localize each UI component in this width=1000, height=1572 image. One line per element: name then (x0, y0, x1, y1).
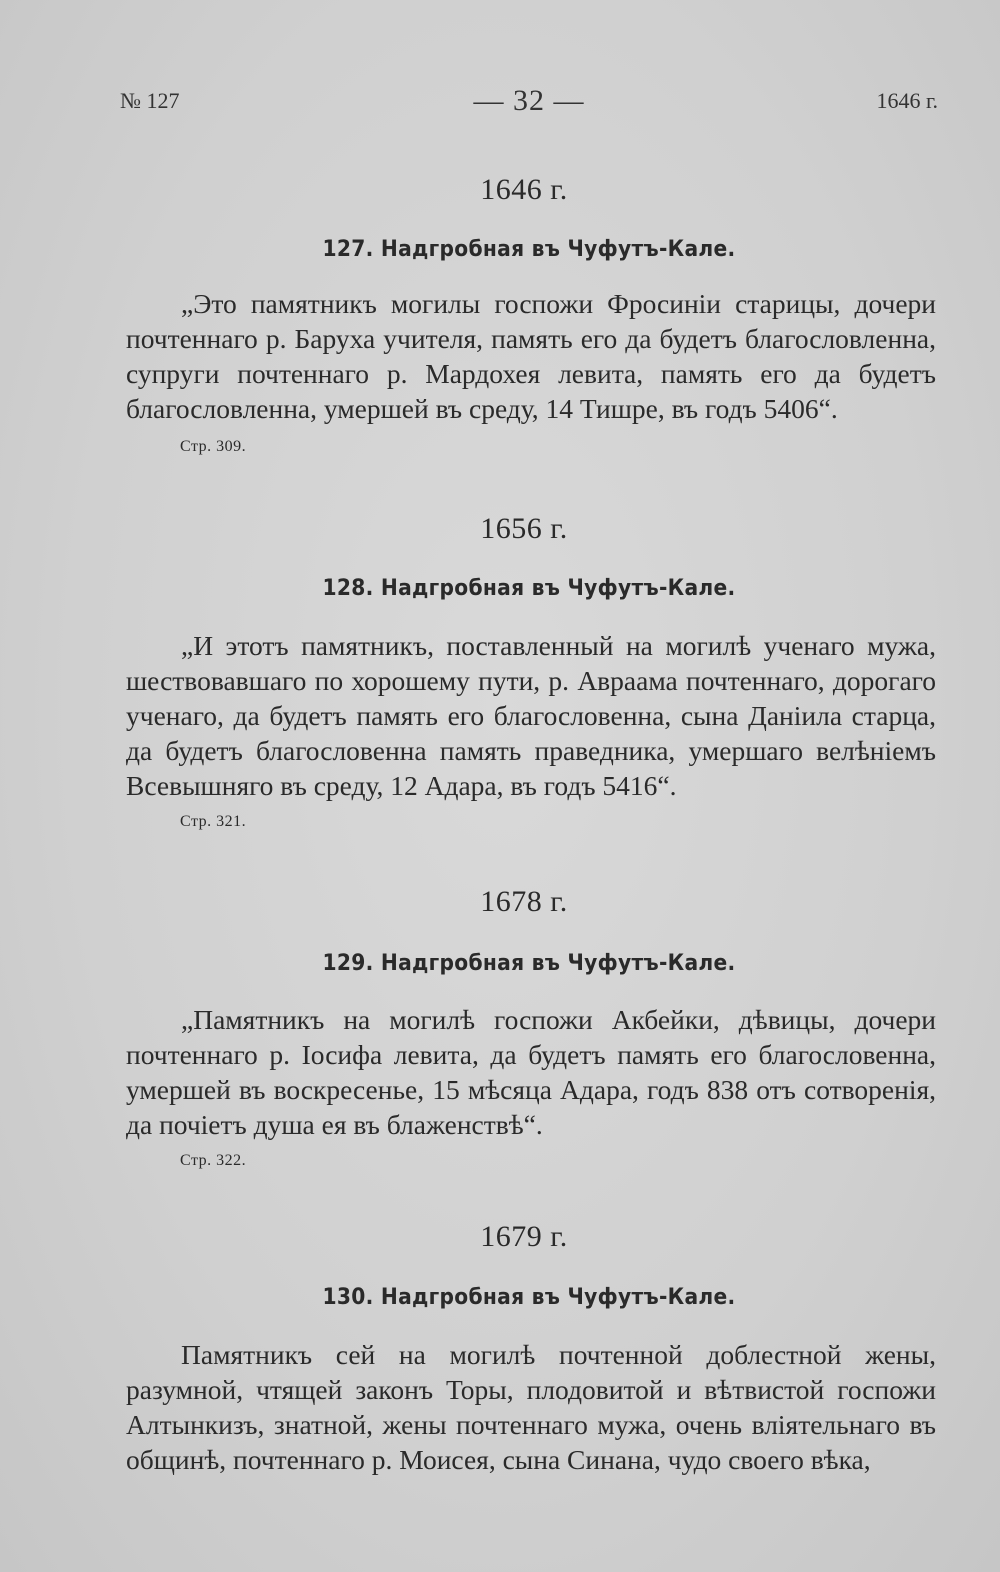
document-number: № 127 (120, 88, 180, 113)
entry-heading (42, 1285, 1000, 1310)
entry-source: Стр. 322. (180, 1152, 247, 1169)
entry-heading (42, 237, 1000, 262)
entry-number: 127. (322, 237, 374, 262)
entry-title: Надгробная въ Чуфутъ-Кале. (380, 951, 736, 976)
entry-year: 1678 г. (480, 885, 568, 918)
entry-source: Стр. 321. (180, 813, 247, 830)
entry-text: Памятникъ сей на могилѣ почтенной доблестной жены, разумной, чтящей законъ Торы, плодовитой и вѣтвистой госпожи Алтынкизъ, знатной, жены почтеннаго мужа, очень вліятельнаго въ общинѣ, почтеннаго р. Моисея, сына Синана, чудо своего вѣка, (126, 1339, 936, 1475)
entry-year: 1679 г. (480, 1220, 568, 1253)
entry-number: 130. (322, 1285, 374, 1310)
entry-heading (42, 576, 1000, 601)
entry-text: „Памятникъ на могилѣ госпожи Акбейки, дѣвицы, дочери почтеннаго р. Іосифа левита, да будетъ память его благословенна, умершей въ воскресенье, 15 мѣсяца Адара, годъ 838 отъ сотворенія, да почіетъ душа ея въ блаженствѣ“. (126, 1004, 936, 1140)
entry-year: 1656 г. (480, 512, 568, 545)
entry-title: Надгробная въ Чуфутъ-Кале. (380, 1285, 736, 1310)
entry-year: 1646 г. (480, 173, 568, 206)
entry-number: 128. (322, 576, 374, 601)
entry-text: „Это памятникъ могилы госпожи Фросиніи старицы, дочери почтеннаго р. Баруха учителя, память его да будетъ благословленна, супруги почтеннаго р. Мардохея левита, память его да будетъ благословленна, умершей въ среду, 14 Тишре, въ годъ 5406“. (126, 288, 936, 424)
running-head (120, 84, 938, 122)
entry-heading (42, 951, 1000, 976)
header-year: 1646 г. (876, 88, 938, 113)
entry-title: Надгробная въ Чуфутъ-Кале. (380, 576, 736, 601)
entry-text: „И этотъ памятникъ, поставленный на могилѣ ученаго мужа, шествовавшаго по хорошему пути, р. Авраама почтеннаго, дорогаго ученаго, да будетъ память его благословенна, сына Даніила старца, да будетъ благословенна память праведника, умершаго велѣніемъ Всевышняго въ среду, 12 Адара, въ годъ 5416“. (126, 630, 936, 801)
page-number: — 32 — (473, 84, 585, 117)
entry-number: 129. (322, 951, 374, 976)
entry-title: Надгробная въ Чуфутъ-Кале. (380, 237, 736, 262)
entry-source: Стр. 309. (180, 438, 247, 455)
